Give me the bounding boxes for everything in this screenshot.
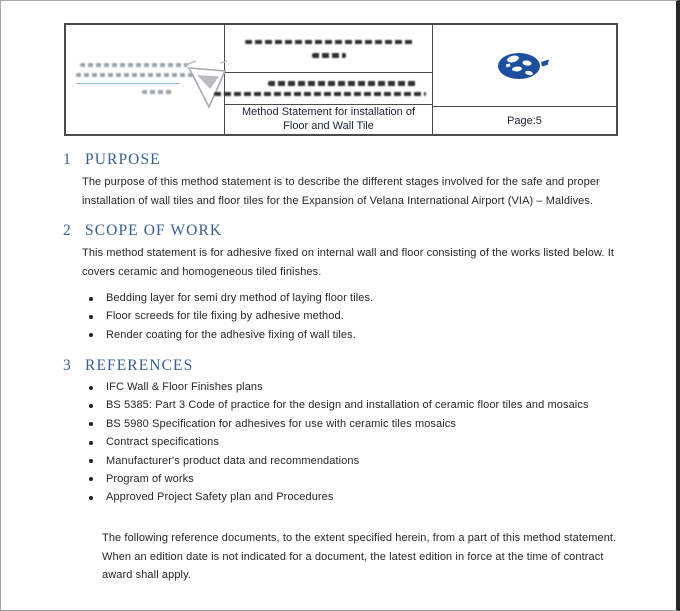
list-item-text: IFC Wall & Floor Finishes plans	[106, 381, 263, 393]
section-title: REFERENCES	[85, 357, 194, 374]
scope-bullet-list	[89, 292, 373, 347]
header-table	[64, 23, 618, 136]
list-item-text: Bedding layer for semi dry method of laying floor tiles.	[106, 292, 374, 304]
logo-underline	[76, 83, 180, 84]
list-item-text: Contract specifications	[106, 436, 219, 449]
header-cell-company-logo	[66, 25, 225, 134]
bullet-icon	[89, 496, 93, 500]
section-heading-scope	[63, 222, 222, 240]
bullet-icon	[89, 422, 93, 426]
document-title: Method Statement for installation of Floor and Wall Tile	[241, 106, 416, 132]
bullet-icon	[89, 477, 93, 481]
list-item	[89, 436, 589, 449]
blurred-script-line	[76, 73, 196, 77]
section-title: SCOPE OF WORK	[85, 222, 223, 239]
bullet-icon	[89, 441, 93, 445]
bullet-icon	[89, 386, 93, 390]
scope-paragraph: This method statement is for adhesive fixed on internal wall and floor consisting of the works listed below. It covers ceramic and homogeneous tiled finishes.	[82, 247, 615, 278]
section-heading-references	[63, 357, 193, 375]
section-heading-purpose	[63, 151, 161, 169]
list-item	[89, 455, 589, 468]
bullet-icon	[89, 297, 93, 301]
list-item-text: Manufacturer's product data and recommendations	[106, 454, 360, 467]
globe-logo-icon	[433, 25, 616, 107]
closing-paragraph: The following reference documents, to the extent specified herein, from a part of this method statement. When an edition date is not indicated for a document, the latest edition in force at the time of contract award shall apply.	[102, 532, 617, 581]
list-item	[89, 310, 373, 323]
triangle-logo-icon	[184, 59, 230, 118]
list-item-text: Approved Project Safety plan and Procedures	[106, 491, 334, 504]
bullet-icon	[89, 333, 93, 337]
bullet-icon	[89, 315, 93, 319]
references-bullet-list	[89, 381, 589, 510]
bullet-icon	[89, 459, 93, 463]
header-project-name-blurred	[225, 25, 432, 73]
list-item	[89, 418, 589, 431]
page-number: Page:5	[507, 114, 542, 127]
list-item	[89, 329, 373, 342]
list-item-text: Floor screeds for tile fixing by adhesive method.	[106, 310, 344, 323]
company-logo	[76, 59, 216, 119]
header-project-location-blurred	[225, 73, 432, 105]
list-item	[89, 399, 589, 412]
section-number: 3	[63, 357, 71, 374]
list-item	[89, 473, 589, 486]
list-item	[89, 491, 589, 504]
section-number: 1	[63, 151, 71, 168]
header-cell-title	[225, 25, 433, 134]
list-item-text: BS 5980 Specification for adhesives for use with ceramic tiles mosaics	[106, 417, 456, 430]
blurred-text-line	[214, 92, 426, 97]
list-item-text: Render coating for the adhesive fixing of wall tiles.	[106, 328, 356, 341]
list-item	[89, 292, 373, 305]
purpose-paragraph: The purpose of this method statement is to describe the different stages involved for the safe and proper installation of wall tiles and floor tiles for the Expansion of Velana International Airport (VIA) – Maldives.	[82, 176, 600, 207]
blurred-text-line	[245, 40, 413, 45]
blurred-text-line	[312, 53, 346, 58]
list-item	[89, 381, 589, 394]
blurred-text-line	[268, 81, 418, 86]
section-number: 2	[63, 222, 71, 239]
blurred-script-line	[142, 90, 174, 94]
header-cell-page	[433, 25, 616, 134]
bullet-icon	[89, 404, 93, 408]
list-item-text: Program of works	[106, 472, 194, 485]
list-item-text: BS 5385: Part 3 Code of practice for the design and installation of ceramic floor tiles and mosaics	[106, 399, 589, 412]
section-title: PURPOSE	[85, 151, 161, 168]
blurred-script-line	[80, 63, 188, 67]
